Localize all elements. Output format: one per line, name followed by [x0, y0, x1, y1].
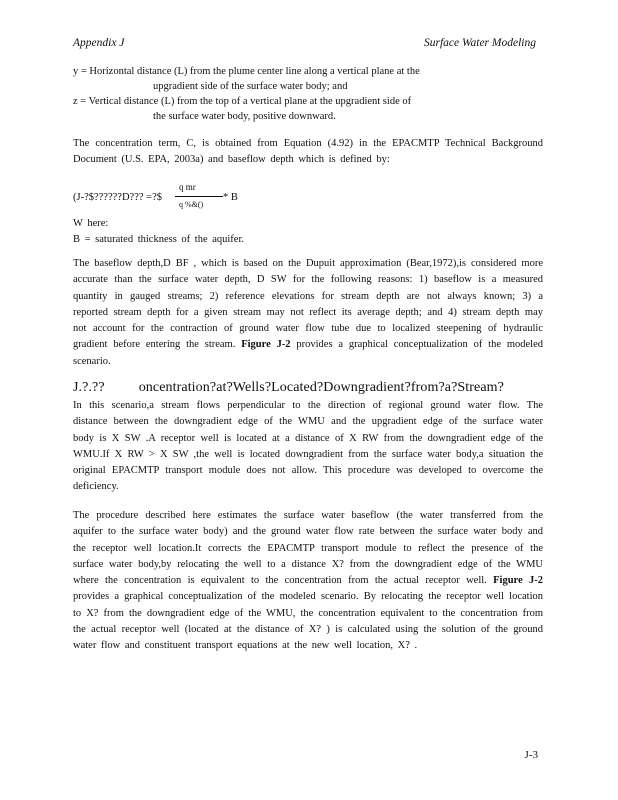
baseflow-depth-equation — [73, 180, 373, 220]
paragraph-baseflow-tail: provides a graphical conceptualization of the modeled scenario. — [73, 339, 543, 367]
definition-z-line1: z = Vertical distance (L) from the top of a vertical plane at the upgradient side of — [73, 96, 412, 107]
equation-tail: * B — [223, 192, 238, 203]
paragraph-procedure — [73, 508, 543, 655]
figure-reference: Figure J-2 — [493, 575, 543, 587]
definition-b: B = saturated thickness of the aquifer. — [73, 234, 245, 245]
equation-numerator: q mr — [179, 182, 196, 192]
section-number: J.?.?? — [73, 380, 105, 395]
paragraph-concentration-term: The concentration term, C, is obtained from Equation (4.92) in the EPACMTP Technical Background Document (U.S. EPA, 2003a) and baseflow depth which is defined by: — [73, 138, 543, 166]
section-heading — [73, 380, 504, 396]
section-title: oncentration?at?Wells?Located?Downgradient?from?a?Stream? — [138, 380, 504, 395]
definition-z-line2: the surface water body, positive downward. — [153, 111, 336, 122]
running-header-right: Surface Water Modeling — [423, 37, 536, 49]
equation-denominator: q %&() — [179, 200, 204, 209]
definition-y-line2: upgradient side of the surface water body; and — [153, 81, 348, 92]
paragraph-baseflow-depth — [73, 256, 543, 370]
paragraph-scenario: In this scenario,a stream flows perpendicular to the direction of regional ground water flow. The distance between the downgradient edge of the WMU and the upgradient edge of the surface water body is X SW .A receptor well is located at a distance of X RW from the downgradient edge of the WMU.If X RW > X SW ,the well is located downgradient from the surface water body,a situation the original EPACMTP transport module does not allow. This procedure was developed to overcome the deficiency. — [73, 400, 543, 493]
figure-reference: Figure J-2 — [241, 339, 291, 351]
running-header-left: Appendix J — [73, 37, 125, 49]
paragraph-procedure-tail: provides a graphical conceptualization of the modeled scenario. By relocating the receptor well location to X? from the downgradient edge of the WMU, the concentration equivalent to the concentration from the actual receptor well (located at the distance of X? ) is calculated using the solution of the ground water flow and constituent transport equations at the new well location, X? . — [73, 591, 543, 652]
definition-y-line1: y = Horizontal distance (L) from the plume center line along a vertical plane at the — [73, 66, 420, 77]
page-number: J-3 — [524, 749, 538, 761]
paragraph-baseflow-text: The baseflow depth,D BF , which is based on the Dupuit approximation (Bear,1972),is considered more accurate than the surface water depth, D SW for the following reasons: 1) baseflow is a measured quantity in gauged streams; 2) reference elevations for stream depth are not always known; 3) a reported stream depth for a given stream may not reflect its average depth; and 4) stream depth may not account for the contraction of ground water flow tube due to localized steepening of hydraulic gradient before entering the stream. — [73, 258, 543, 351]
where-label: W here: — [73, 218, 109, 229]
paragraph-procedure-text: The procedure described here estimates the surface water baseflow (the water transferred from the aquifer to the surface water body) and the ground water flow rate between the surface water body and the receptor well location.It corrects the EPACMTP transport module to reflect the presence of the surface water body,by relocating the well to a distance X? from the downgradient edge of the WMU where the concentration is equivalent to the concentration from the actual receptor well. — [73, 510, 543, 587]
equation-lhs: (J-?$??????D??? =?$ — [73, 192, 162, 203]
variable-definitions — [73, 64, 553, 124]
